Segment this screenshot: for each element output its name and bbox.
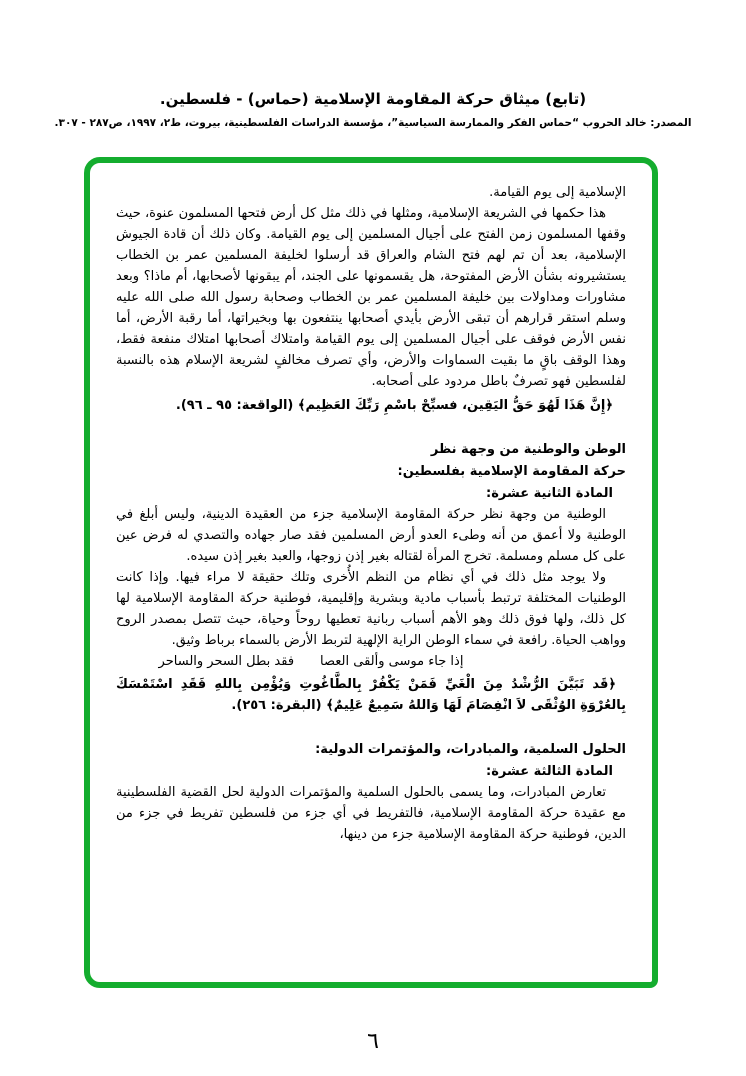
poetry-couplet bbox=[116, 651, 506, 672]
paragraph-article-12-a: الوطنية من وجهة نظر حركة المقاومة الإسلامية جزء من العقيدة الدينية، وليس أبلغ في الوطنية ولا أعمق من أنه وطىء العدو أرض المسلمين فقد صار جهاده والتصدي له فرض عين على كل مسلم ومسلمة. تخرج المرأة لقتاله بغير إذن زوجها، والعبد بغير إذن سيده. bbox=[116, 507, 626, 564]
page-header bbox=[0, 90, 746, 129]
quran-verse-baqara: ﴿قَد تَبَيَّنَ الرُّشْدُ مِنَ الْغَيِّ فَمَنْ يَكْفُرْ بِالطَّاغُوتِ وَيُؤْمِن بِاللهِ فَقَدِ اسْتَمْسَكَ بِالعُرْوَةِ الوُثْقَى لاَ انْفِصَامَ لَهَا وَاللهُ سَمِيعٌ عَلِيمٌ﴾ (البقرة: ٢٥٦). bbox=[116, 677, 626, 713]
charter-green-frame bbox=[84, 157, 658, 988]
couplet-first-hemistich: إذا جاء موسى وألقى العصا bbox=[320, 654, 464, 669]
heading-homeland-line-1: الوطن والوطنية من وجهة نظر bbox=[430, 442, 626, 457]
heading-peaceful-solutions: الحلول السلمية، والمبادرات، والمؤتمرات الدولية: bbox=[315, 742, 626, 757]
line-continuation: الإسلامية إلى يوم القيامة. bbox=[489, 185, 626, 200]
paragraph-article-13: تعارض المبادرات، وما يسمى بالحلول السلمية والمؤتمرات الدولية لحل القضية الفلسطينية مع عقيدة حركة المقاومة الإسلامية، فالتفريط في أي جزء من فلسطين تفريط في جزء من الدين، فوطنية حركة المقاومة الإسلامية جزء من دينها، bbox=[116, 785, 626, 842]
page-number: ٦ bbox=[367, 1029, 379, 1054]
article-13-heading: المادة الثالثة عشرة: bbox=[486, 764, 613, 779]
paragraph-article-12-b: ولا يوجد مثل ذلك في أي نظام من النظم الأُخرى وتلك حقيقة لا مراء فيها. وإذا كانت الوطنيات المختلفة ترتبط بأسباب مادية وبشرية وإقليمية، فوطنية حركة المقاومة الإسلامية لها كل ذلك، ولها فوق ذلك وهو الأهم أسباب ربانية تعطيها روحاً وحياة، حيث تتصل بمصدر الروح وواهب الحياة. رافعة في سماء الوطن الراية الإلهية لتربط الأرض بالسماء برباط وثيق. bbox=[116, 570, 626, 648]
section-gap-1 bbox=[116, 417, 626, 438]
article-12-heading: المادة الثانية عشرة: bbox=[486, 486, 613, 501]
couplet-second-hemistich: فقد بطل السحر والساحر bbox=[158, 654, 295, 669]
section-gap-2 bbox=[116, 717, 626, 738]
quran-verse-waqia: ﴿إِنَّ هَذَا لَهُوَ حَقُّ اليَقِين، فسبِّحْ باسْمِ رَبِّكَ العَظِيم﴾ (الواقعة: ٩٥ ـ ٩٦). bbox=[175, 398, 613, 413]
heading-homeland-line-2: حركة المقاومة الإسلامية بفلسطين: bbox=[397, 464, 626, 479]
document-title: (تابع) ميثاق حركة المقاومة الإسلامية (حماس) - فلسطين. bbox=[159, 90, 587, 108]
charter-body bbox=[116, 182, 626, 845]
source-citation: المصدر: خالد الحروب “حماس الفكر والممارسة السياسية”، مؤسسة الدراسات الفلسطينية، بيروت، ط٢، ١٩٩٧، ص٢٨٧ - ٣٠٧. bbox=[54, 117, 692, 129]
paragraph-waqf-ruling: هذا حكمها في الشريعة الإسلامية، ومثلها في ذلك مثل كل أرض فتحها المسلمون عنوة، حيث وقفها المسلمون زمن الفتح على أجيال المسلمين إلى يوم القيامة. وكان ذلك أن قادة الجيوش الإسلامية، بعد أن تم لهم فتح الشام والعراق قد أرسلوا لخليفة المسلمين عمر بن الخطاب يستشيرونه بشأن الأرض المفتوحة، هل يقسمونها على الجند، أم يبقونها لأصحابها، أم ماذا؟ وبعد مشاورات ومداولات بين خليفة المسلمين عمر بن الخطاب وصحابة رسول الله صلى الله عليه وسلم استقر قرارهم أن تبقى الأرض بأيدي أصحابها ينتفعون بها وبخيراتها، أما رقبة الأرض، أما نفس الأرض فوقف على أجيال المسلمين إلى يوم القيامة وامتلاك أصحابها امتلاك منفعة فقط، وهذا الوقف باقٍ ما بقيت السماوات والأرض، وأي تصرف مخالفٍ لشريعة الإسلام هذه بالنسبة لفلسطين فهو تصرفٌ باطل مردود على أصحابه. bbox=[116, 206, 626, 389]
